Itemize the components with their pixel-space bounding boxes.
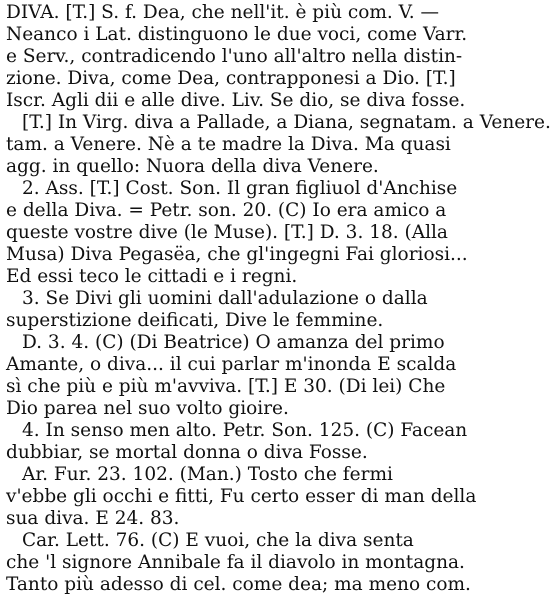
text-line: che 'l signore Annibale fa il diavolo in montagna. bbox=[6, 552, 465, 573]
text-line: Dio parea nel suo volto gioire. bbox=[6, 398, 289, 419]
text-line: sua diva. E 24. 83. bbox=[6, 508, 180, 529]
text-line: tam. a Venere. Nè a te madre la Diva. Ma quasi bbox=[6, 134, 451, 155]
text-line: sì che più e più m'avviva. [T.] E 30. (Di lei) Che bbox=[6, 376, 446, 397]
text-line: 3. Se Divi gli uomini dall'adulazione o dalla bbox=[22, 288, 428, 309]
text-line: Ar. Fur. 23. 102. (Man.) Tosto che fermi bbox=[22, 464, 393, 485]
text-line: queste vostre dive (le Muse). [T.] D. 3. 18. (Alla bbox=[6, 222, 448, 243]
text-line: Neanco i Lat. distinguono le due voci, come Varr. bbox=[6, 24, 468, 45]
text-line: Iscr. Agli dii e alle dive. Liv. Se dio, se diva fosse. bbox=[6, 90, 466, 111]
text-line: Amante, o diva... il cui parlar m'inonda E scalda bbox=[6, 354, 457, 375]
text-line: 4. In senso men alto. Petr. Son. 125. (C) Facean bbox=[22, 420, 468, 441]
text-line: superstizione deificati, Dive le femmine. bbox=[6, 310, 384, 331]
text-line: Tanto più adesso di cel. come dea; ma meno com. bbox=[6, 574, 471, 595]
text-line: Car. Lett. 76. (C) E vuoi, che la diva senta bbox=[22, 530, 414, 551]
text-line: dubbiar, se mortal donna o diva Fosse. bbox=[6, 442, 368, 463]
text-line: e Serv., contradicendo l'uno all'altro nella distin- bbox=[6, 46, 463, 67]
text-line: Musa) Diva Pegasëa, che gl'ingegni Fai gloriosi... bbox=[6, 244, 468, 265]
text-line: DIVA. [T.] S. f. Dea, che nell'it. è più com. V. — bbox=[6, 2, 440, 23]
text-line: D. 3. 4. (C) (Di Beatrice) O amanza del primo bbox=[22, 332, 445, 353]
text-line: 2. Ass. [T.] Cost. Son. Il gran figliuol d'Anchise bbox=[22, 178, 458, 199]
text-line: e della Diva. = Petr. son. 20. (C) Io era amico a bbox=[6, 200, 447, 221]
text-line: [T.] In Virg. diva a Pallade, a Diana, segnatam. a Venere. bbox=[22, 112, 551, 133]
text-line: zione. Diva, come Dea, contrapponesi a Dio. [T.] bbox=[6, 68, 456, 89]
text-line: agg. in quello: Nuora della diva Venere. bbox=[6, 156, 379, 177]
text-line: v'ebbe gli occhi e fitti, Fu certo esser di man della bbox=[6, 486, 477, 507]
text-line: Ed essi teco le cittadi e i regni. bbox=[6, 266, 298, 287]
